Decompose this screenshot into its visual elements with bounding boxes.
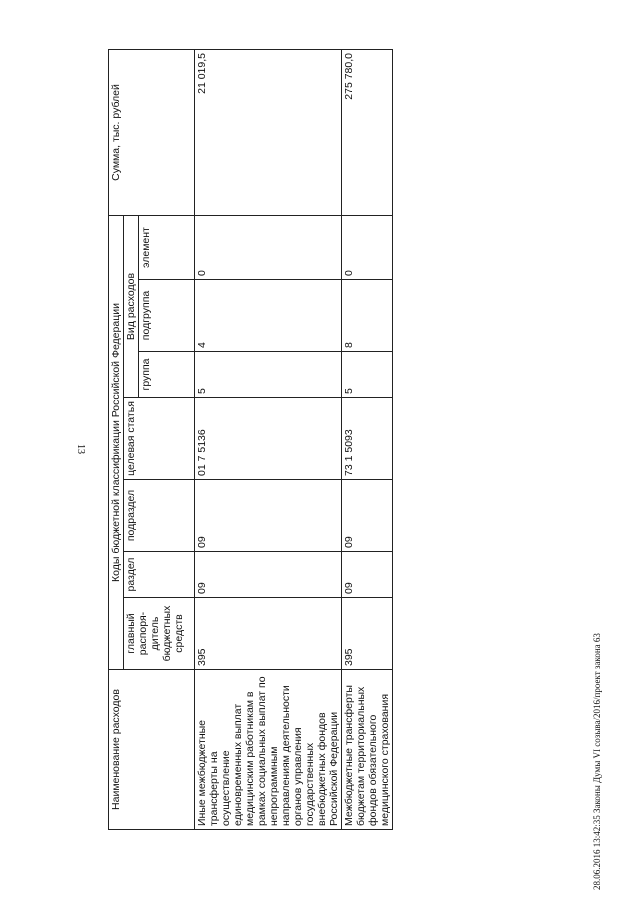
row-name: Межбюджетные трансферты бюджетам территориальных фондов обязательного медицинского страхования xyxy=(342,670,393,830)
row-main-manager: 395 xyxy=(342,598,393,670)
budget-table-rotated xyxy=(108,50,391,830)
row-subsection: 09 xyxy=(342,480,393,552)
budget-table xyxy=(108,49,393,830)
header-subsection: подраздел xyxy=(124,480,195,552)
row-target-item: 01 7 5136 xyxy=(195,398,342,480)
row-subgroup: 4 xyxy=(195,280,342,352)
header-subgroup: подгруппа xyxy=(139,280,195,352)
header-group: группа xyxy=(139,352,195,398)
row-sum: 275 780,0 xyxy=(342,50,393,216)
row-element: 0 xyxy=(342,216,393,280)
row-sum: 21 019,5 xyxy=(195,50,342,216)
header-codes: Коды бюджетной классификации Российской Федерации xyxy=(109,216,124,670)
table-row xyxy=(195,50,342,830)
header-target-item: целевая статья xyxy=(124,398,195,480)
row-main-manager: 395 xyxy=(195,598,342,670)
row-element: 0 xyxy=(195,216,342,280)
row-group: 5 xyxy=(195,352,342,398)
header-element: элемент xyxy=(139,216,195,280)
row-section: 09 xyxy=(195,552,342,598)
header-section: раздел xyxy=(124,552,195,598)
page-number: 13 xyxy=(75,444,86,454)
header-expense-type: Вид расходов xyxy=(124,216,139,398)
row-name: Иные межбюджетные трансферты на осуществление единовременных выплат медицинским работникам в рамках социальных выплат по непрограммным направлениям деятельности органов управления государственных внебюджетных фондов Российской Федерации xyxy=(195,670,342,830)
header-main-manager: главный распоря-дитель бюджетных средств xyxy=(124,598,195,670)
row-target-item: 73 1 5093 xyxy=(342,398,393,480)
footer-stamp: 28.06.2016 13:42:35 Законы Думы VI созыва/2016/проект закона 63 xyxy=(592,633,602,890)
row-subsection: 09 xyxy=(195,480,342,552)
header-sum: Сумма, тыс. рублей xyxy=(109,50,195,216)
header-name: Наименование расходов xyxy=(109,670,195,830)
row-section: 09 xyxy=(342,552,393,598)
table-row xyxy=(342,50,393,830)
row-subgroup: 8 xyxy=(342,280,393,352)
row-group: 5 xyxy=(342,352,393,398)
